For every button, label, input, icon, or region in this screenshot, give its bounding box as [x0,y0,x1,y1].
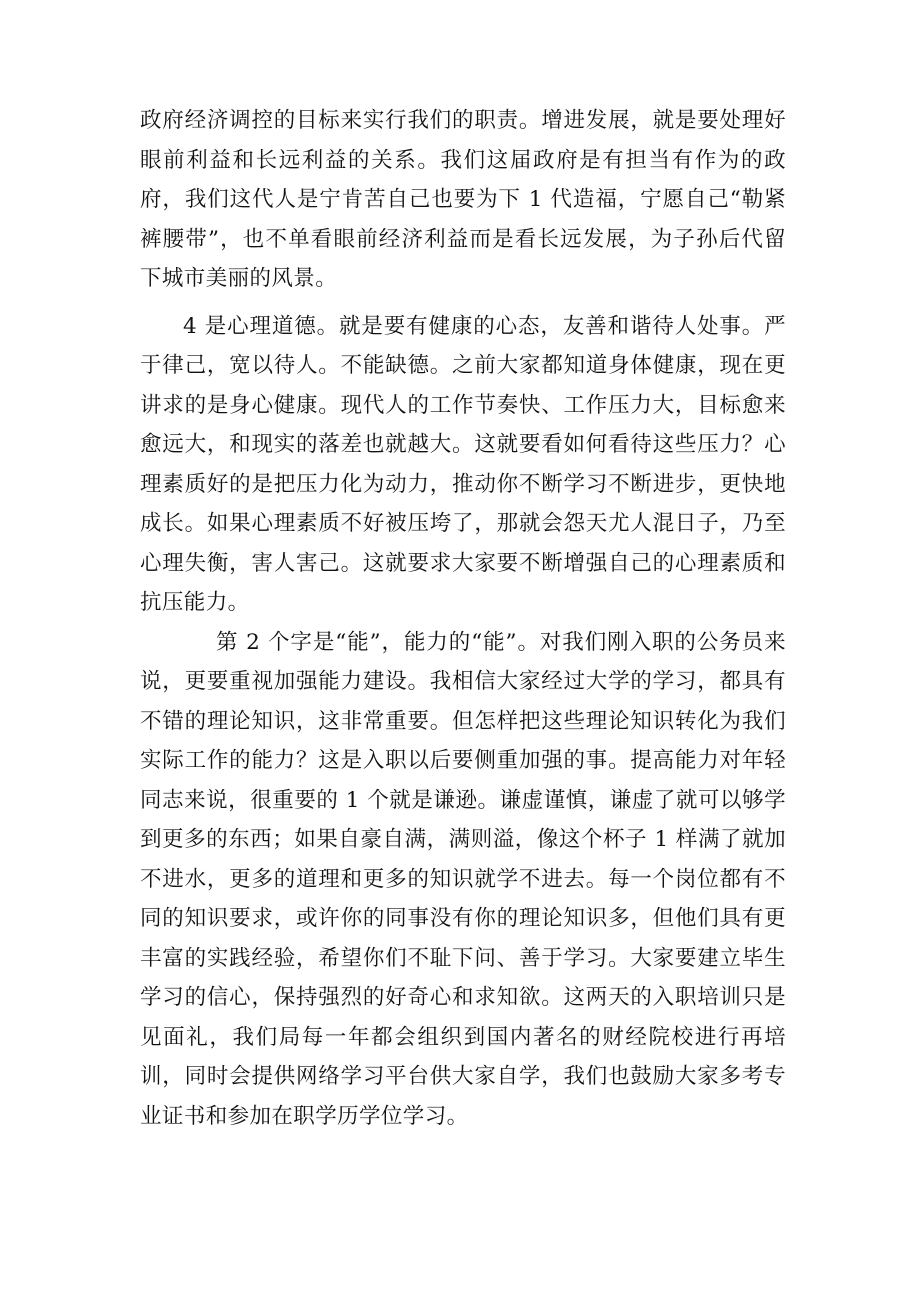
paragraph-continuation: 政府经济调控的目标来实行我们的职责。增进发展，就是要处理好眼前利益和长远利益的关系。我们这届政府是有担当有作为的政府，我们这代人是宁肯苦自己也要为下 1 代造福，宁愿自己“勒紧裤腰带”，也不单看眼前经济利益而是看长远发展，为子孙后代留下城市美丽的风景。 [140,108,786,291]
paragraph-psychological-morality: 4 是心理道德。就是要有健康的心态，友善和谐待人处事。严于律己，宽以待人。不能缺德。之前大家都知道身体健康，现在更讲求的是身心健康。现代人的工作节奏快、工作压力大，目标愈来愈远大，和现实的落差也就越大。这就要看如何看待这些压力？心理素质好的是把压力化为动力，推动你不断学习不断进步，更快地成长。如果心理素质不好被压垮了，那就会怨天尤人混日子，乃至心理失衡，害人害己。这就要求大家要不断增强自己的心理素质和抗压能力。 [140,313,786,615]
paragraph-ability: 第 2 个字是“能”，能力的“能”。对我们刚入职的公务员来说，更要重视加强能力建设。我相信大家经过大学的学习，都具有不错的理论知识，这非常重要。但怎样把这些理论知识转化为我们实际工作的能力？这是入职以后要侧重加强的事。提高能力对年轻同志来说，很重要的 1 个就是谦逊。谦虚谨慎，谦虚了就可以够学到更多的东西；如果自豪自满，满则溢，像这个杯子 1 样满了就加不进水，更多的道理和更多的知识就学不进去。每一个岗位都有不同的知识要求，或许你的同事没有你的理论知识多，但他们具有更丰富的实践经验，希望你们不耻下问、善于学习。大家要建立毕生学习的信心，保持强烈的好奇心和求知欲。这两天的入职培训只是见面礼，我们局每一年都会组织到国内著名的财经院校进行再培训，同时会提供网络学习平台供大家自学，我们也鼓励大家多考专业证书和参加在职学历学位学习。 [140,629,786,1129]
body-text [140,101,786,1136]
